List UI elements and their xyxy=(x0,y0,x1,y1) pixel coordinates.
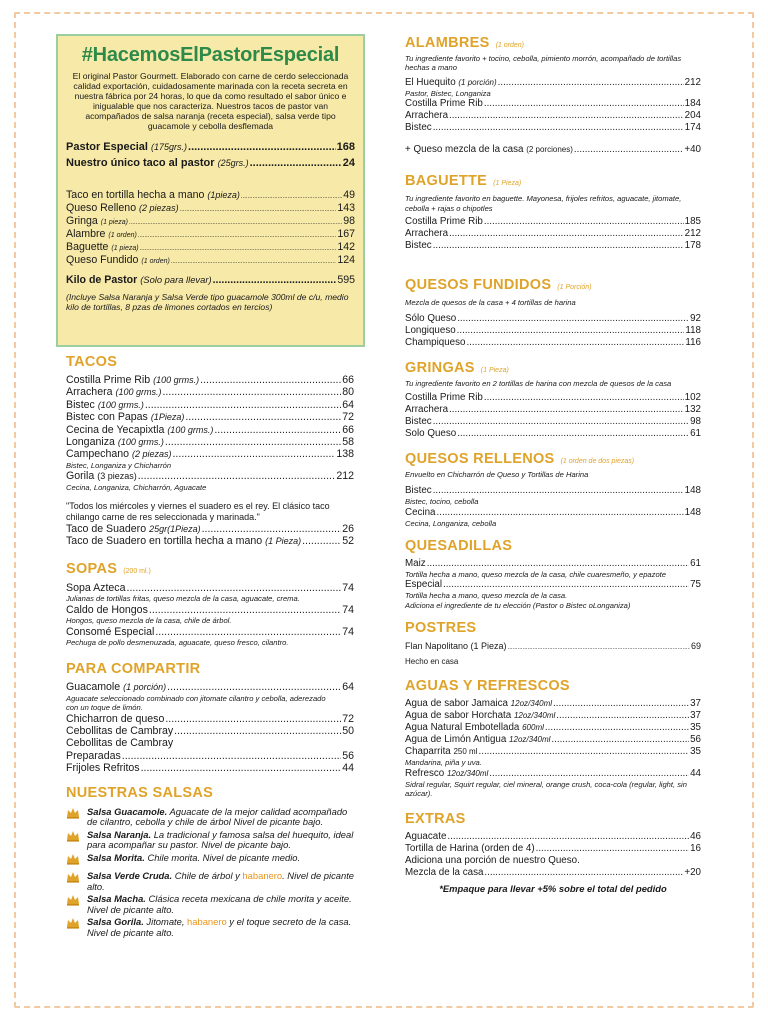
menu-item: Bistec con Papas (1Pieza) ..... 72 xyxy=(66,411,354,423)
postres-title: POSTRES xyxy=(405,620,477,637)
menu-item: Mezcla de la casa ..... +20 xyxy=(405,867,701,879)
menu-item: Sólo Queso ..... 92 xyxy=(405,313,701,325)
menu-item: Arrachera ..... 132 xyxy=(405,404,701,416)
salsa-text xyxy=(87,894,354,915)
quesadillas-title: QUESADILLAS xyxy=(405,538,513,555)
chili-icon xyxy=(66,917,80,929)
menu-item: Longiqueso ..... 118 xyxy=(405,325,701,337)
salsa-text xyxy=(87,830,354,851)
menu-item: Refresco 12oz/340ml ..... 44 xyxy=(405,768,701,780)
menu-item-label: Cebollitas de Cambray xyxy=(66,737,174,750)
menu-item: Frijoles Refritos ..... 44 xyxy=(66,762,354,774)
item-note: Mandarina, piña y uva. xyxy=(405,758,482,768)
footer-note: *Empaque para llevar +5% sobre el total del pedido xyxy=(439,882,667,894)
promo-description: El original Pastor Gourmett. Elaborado con carne de cerdo seleccionada calidad exportación, cuidadosamente marinada con la receta secreta en nuestra fábrica por 24 horas, lo que da como resultado el sabor único e inigualable que nos caracteriza. Nuestros tacos de pastor van acompañados de salsa naranja (receta especial), salsa verde tipo guacamole y cebolla desflemada xyxy=(72,71,349,131)
menu-item: Longaniza (100 grms.) ..... 58 xyxy=(66,436,354,448)
menu-item: Agua Natural Embotellada 600ml ..... 35 xyxy=(405,722,701,734)
pastor-promo-box xyxy=(56,34,365,347)
chili-icon xyxy=(66,807,80,819)
salsa-text xyxy=(87,871,354,892)
menu-item: Costilla Prime Rib ..... 102 xyxy=(405,392,701,404)
aguas-title: AGUAS Y REFRESCOS xyxy=(405,678,570,695)
salsa-item xyxy=(66,853,354,865)
item-note: Sidral regular, Squirt regular, ciel mineral, orange crush, coca-cola (regular, light, sin azúcar). xyxy=(405,779,687,799)
section-note: Tu ingrediente favorito + tocino, cebolla, pimiento morrón, acompañado de tortillas hechas a mano xyxy=(405,54,682,73)
promo-item: Queso Fundido (1 orden) ..... 124 xyxy=(66,255,355,268)
menu-item: Agua de sabor Jamaica 12oz/340ml ..... 37 xyxy=(405,698,701,710)
kilo-pastor: Kilo de Pastor (Solo para llevar) ..... 595 xyxy=(66,274,355,286)
salsa-desc: Aguacate de la mejor calidad acompañado de cilantro, cebolla y chile de árbol Nivel de picante bajo. xyxy=(87,805,348,828)
promo-item: Baguette (1 pieza) ..... 142 xyxy=(66,242,355,255)
salsa-desc: Jitomate, xyxy=(143,916,185,928)
salsa-desc: Clásica receta mexicana de chile morita y aceite. Nivel de picante alto. xyxy=(87,893,352,915)
menu-item: Agua de Limón Antigua 12oz/340ml ..... 56 xyxy=(405,734,701,746)
tacos-title: TACOS xyxy=(66,354,118,370)
chili-icon xyxy=(66,830,80,842)
salsa-item xyxy=(66,917,354,938)
salsa-name: Salsa Verde Cruda. xyxy=(87,869,173,881)
menu-item: Champiqueso ..... 116 xyxy=(405,337,701,349)
chili-icon xyxy=(66,871,80,883)
menu-item: Aguacate ..... 46 xyxy=(405,831,701,843)
item-note: Pastor, Bistec, Longaniza xyxy=(405,88,491,98)
item-note: Tortilla hecha a mano, queso mezcla de la casa. xyxy=(405,591,568,601)
suadero-note: "Todos los miércoles y viernes el suadero es el rey. El clásico taco chilango carne de res seleccionada y marinada." xyxy=(66,501,330,523)
menu-item: Gorila (3 piezas) ..... 212 xyxy=(66,470,354,482)
salsa-hot-word: habanero xyxy=(184,916,227,928)
salsa-name: Salsa Morita. xyxy=(87,851,145,863)
baguette-sub: (1 Pieza) xyxy=(493,180,522,188)
item-note: Aguacate seleccionado combinado con jitomate cilantro y cebolla, aderezado con un toque de limón. xyxy=(66,693,326,713)
salsa-item xyxy=(66,871,354,892)
promo-item: Queso Relleno (2 piezas) ..... 143 xyxy=(66,203,355,216)
salsa-item xyxy=(66,830,354,851)
alambres-title: ALAMBRES xyxy=(405,35,490,51)
menu-item: + Queso mezcla de la casa (2 porciones) ..... +40 xyxy=(405,144,701,156)
item-note: Cecina, Longaniza, Chicharrón, Aguacate xyxy=(66,482,207,492)
compartir-title: PARA COMPARTIR xyxy=(66,661,201,678)
sopas-sub: (200 ml.) xyxy=(123,567,151,575)
fundidos-sub: (1 Porción) xyxy=(557,284,592,292)
menu-item: Taco de Suadero en tortilla hecha a mano (1 Pieza) ..... 52 xyxy=(66,535,354,547)
item-note: Bistec, Longaniza y Chicharrón xyxy=(66,460,172,470)
promo-item: Nuestro único taco al pastor (25grs.) ..... 24 xyxy=(66,157,355,169)
salsa-desc: La tradicional y famosa salsa del huequito, ideal para acompañar su pastor. Nivel de picante bajo. xyxy=(87,828,354,851)
menu-item: Arrachera (100 grms.) ..... 80 xyxy=(66,386,354,398)
menu-item: Tortilla de Harina (orden de 4) ..... 16 xyxy=(405,843,701,855)
item-note: Pechuga de pollo desmenuzada, aguacate, queso fresco, cilantro. xyxy=(66,637,289,647)
menu-item: Solo Queso ..... 61 xyxy=(405,428,701,440)
menu-item: Costilla Prime Rib ..... 185 xyxy=(405,216,701,228)
menu-item: Chaparrita 250 ml ..... 35 xyxy=(405,746,701,758)
promo-item: Pastor Especial (175grs.) ..... 168 xyxy=(66,141,355,153)
menu-item: Flan Napolitano (1 Pieza) ..... 69 xyxy=(405,640,701,654)
salsa-desc-tail: . Nivel de picante alto. xyxy=(87,869,355,892)
section-note: Tu ingrediente favorito en baguette. Mayonesa, frijoles refritos, aguacate, jitomate, cebolla + rajas o chipotles xyxy=(405,194,682,213)
sopas-title: SOPAS xyxy=(66,560,118,577)
salsa-name: Salsa Naranja. xyxy=(87,828,152,840)
item-note: Bistec, tocino, cebolla xyxy=(405,497,479,507)
item-note: Hongos, queso mezcla de la casa, chile de árbol. xyxy=(66,616,232,626)
menu-item: Costilla Prime Rib (100 grms.) ..... 66 xyxy=(66,374,354,386)
left-column xyxy=(66,354,354,941)
item-note: Tortilla hecha a mano, queso mezcla de la casa, chile cuaresmeño, y epazote xyxy=(405,570,667,580)
salsa-desc-tail: y el toque secreto de la casa. Nivel de picante alto. xyxy=(87,916,352,938)
baguette-title: BAGUETTE xyxy=(405,173,488,190)
menu-item: Consomé Especial ..... 74 xyxy=(66,626,354,638)
menu-item: Taco de Suadero 25gr(1Pieza) ..... 26 xyxy=(66,523,354,535)
menu-item: Campechano (2 piezas) ..... 138 xyxy=(66,448,354,460)
menu-item-label: Adiciona una porción de nuestro Queso. xyxy=(405,854,580,866)
menu-item: Costilla Prime Rib ..... 184 xyxy=(405,98,701,110)
salsas-list xyxy=(66,807,354,939)
salsa-item xyxy=(66,807,354,828)
gringas-title: GRINGAS xyxy=(405,360,475,377)
menu-item: Arrachera ..... 204 xyxy=(405,110,701,122)
menu-item: Bistec ..... 148 xyxy=(405,485,701,497)
item-note: Adiciona el ingrediente de tu elección (Pastor o Bistec oLonganiza) xyxy=(405,600,631,610)
item-note: Hecho en casa xyxy=(405,657,459,667)
gringas-sub: (1 Pieza) xyxy=(480,367,509,375)
salsa-text xyxy=(87,853,300,865)
chili-icon xyxy=(66,894,80,906)
menu-item: Bistec ..... 178 xyxy=(405,240,701,252)
section-note: Envuelto en Chicharrón de Queso y Tortillas de Harina xyxy=(405,469,589,479)
fundidos-title: QUESOS FUNDIDOS xyxy=(405,277,552,294)
menu-item: Bistec ..... 98 xyxy=(405,416,701,428)
item-note: Cecina, Longaniza, cebolla xyxy=(405,518,497,528)
salsa-item xyxy=(66,894,354,915)
salsa-desc: Chile morita. Nivel de picante medio. xyxy=(144,851,301,863)
menu-item: Cecina de Yecapixtla (100 grms.) ..... 66 xyxy=(66,424,354,436)
kilo-note: (Incluye Salsa Naranja y Salsa Verde tipo guacamole 300ml de c/u, medio kilo de tortillas, 8 pzas de limones cortados en tercios) xyxy=(66,292,349,313)
salsa-name: Salsa Guacamole. xyxy=(87,805,168,817)
menu-item: Especial ..... 75 xyxy=(405,579,701,591)
promo-item: Taco en tortilla hecha a mano (1pieza) ..... 49 xyxy=(66,189,355,203)
menu-item: Cebollitas de Cambray ..... 50 xyxy=(66,725,354,737)
rellenos-title: QUESOS RELLENOS xyxy=(405,450,555,467)
menu-item: Arrachera ..... 212 xyxy=(405,228,701,240)
salsa-name: Salsa Macha. xyxy=(87,893,146,905)
salsa-text xyxy=(87,917,354,938)
section-note: Mezcla de quesos de la casa + 4 tortillas de harina xyxy=(405,298,576,308)
section-note: Tu ingrediente favorito en 2 tortillas de harina con mezcla de quesos de la casa xyxy=(405,379,672,389)
salsa-text xyxy=(87,807,354,828)
menu-item: Guacamole (1 porción) ..... 64 xyxy=(66,681,354,693)
promo-title: #HacemosElPastorEspecial xyxy=(81,44,340,66)
salsas-title: NUESTRAS SALSAS xyxy=(66,784,214,801)
promo-item: Alambre (1 orden) ..... 167 xyxy=(66,229,355,242)
menu-item: Cecina ..... 148 xyxy=(405,507,701,519)
salsa-name: Salsa Gorila. xyxy=(87,916,144,928)
item-note: Julianas de tortillas fritas, queso mezcla de la casa, aguacate, crema. xyxy=(66,594,300,604)
extras-title: EXTRAS xyxy=(405,810,466,827)
salsa-desc: Chile de árbol y xyxy=(172,869,240,881)
rellenos-sub: (1 orden de dos piezas) xyxy=(560,457,635,465)
menu-item: El Huequito (1 porción) ..... 212 xyxy=(405,77,701,89)
menu-item: Chicharron de queso ..... 72 xyxy=(66,713,354,725)
chili-icon xyxy=(66,853,80,865)
menu-item: Preparadas ..... 56 xyxy=(66,750,354,762)
menu-item: Sopa Azteca ..... 74 xyxy=(66,582,354,594)
menu-item: Bistec (100 grms.) ..... 64 xyxy=(66,399,354,411)
promo-item: Gringa (1 pieza) ..... 98 xyxy=(66,216,355,229)
menu-item: Maiz ..... 61 xyxy=(405,558,701,570)
menu-item: Bistec ..... 174 xyxy=(405,122,701,134)
salsa-hot-word: habanero xyxy=(239,869,283,881)
menu-item: Agua de sabor Horchata 12oz/340ml ..... 37 xyxy=(405,710,701,722)
alambres-sub: (1 orden) xyxy=(495,42,524,49)
menu-item: Caldo de Hongos ..... 74 xyxy=(66,604,354,616)
right-column xyxy=(405,34,701,894)
